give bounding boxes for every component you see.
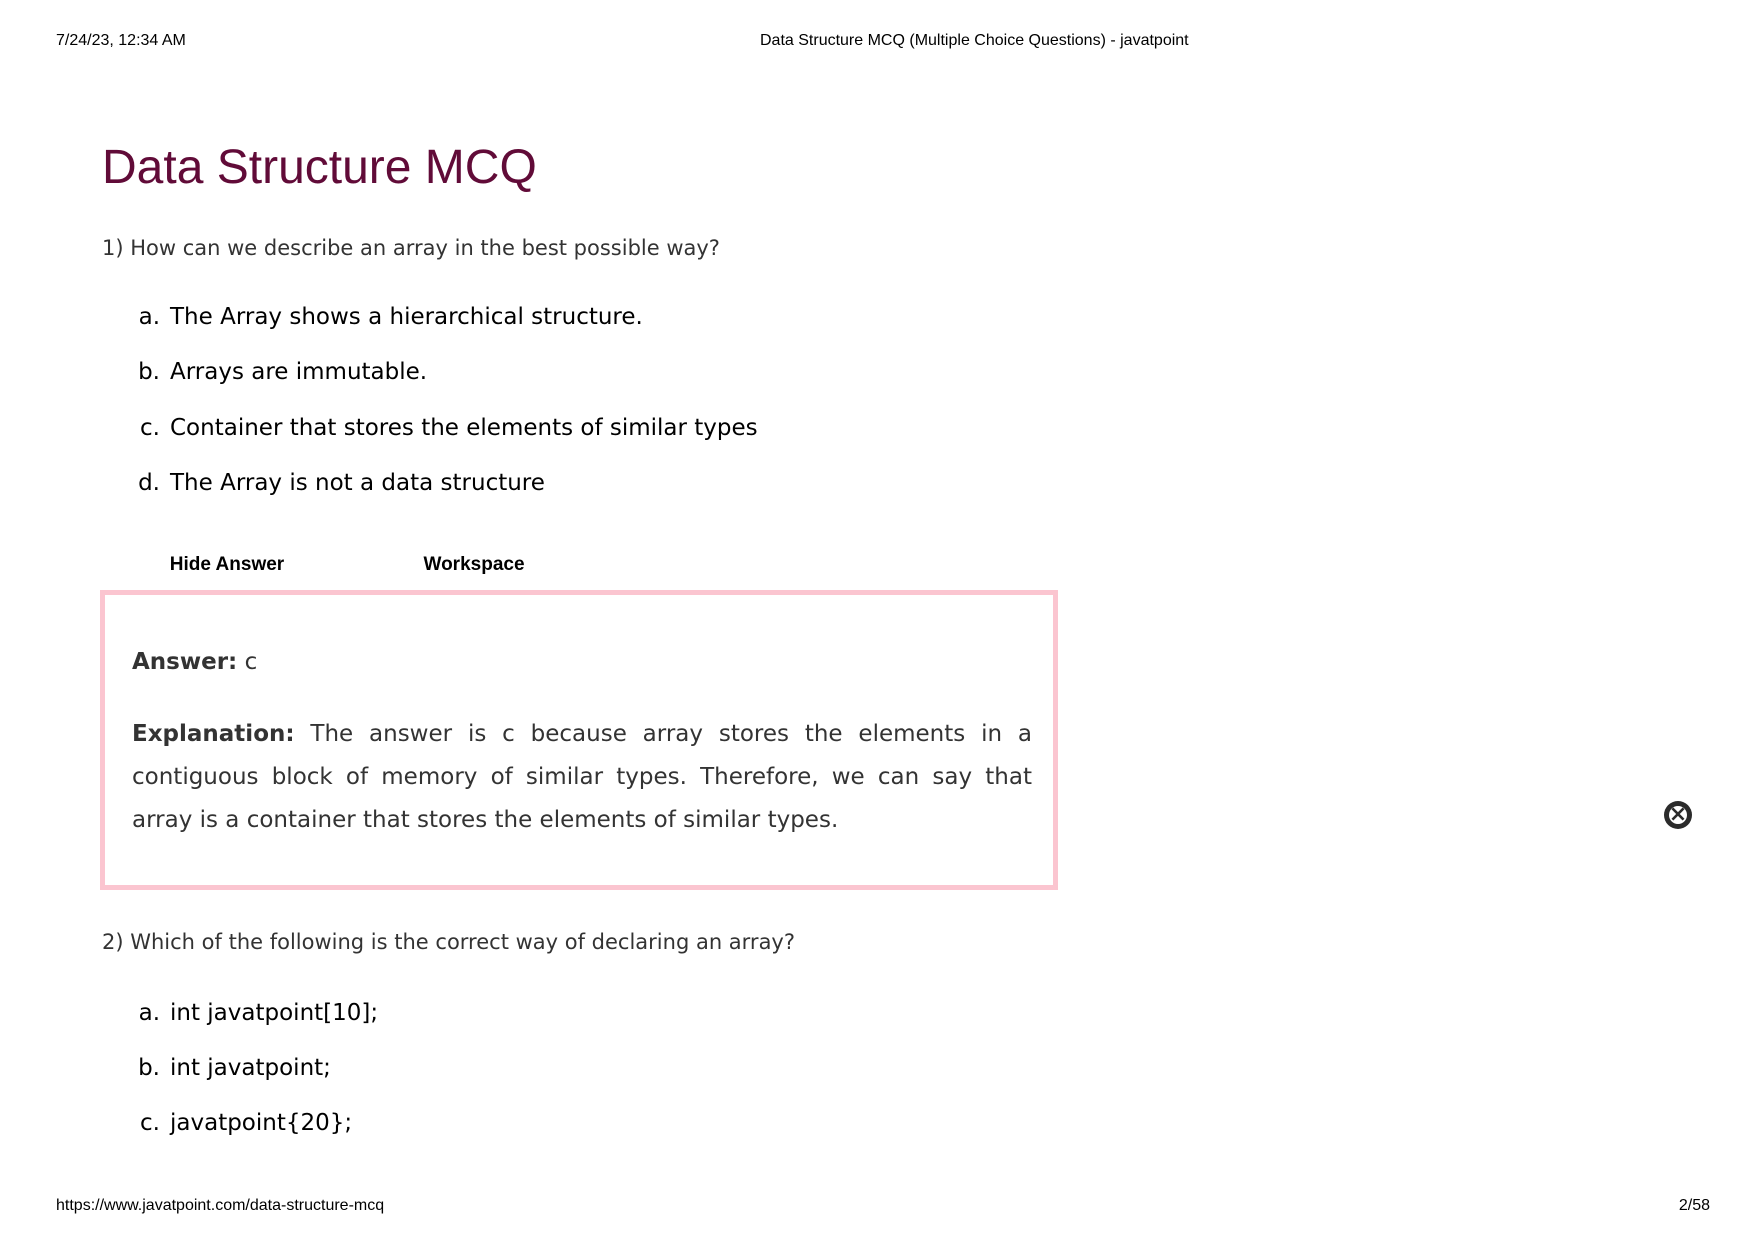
- explanation-text: The answer is c because array stores the elements in a contiguous block of memory of similar types. Therefore, we can say that array is a container that stores the elements of similar types.: [132, 721, 1032, 833]
- answer-value: c: [244, 649, 258, 675]
- print-date: 7/24/23, 12:34 AM: [56, 32, 186, 49]
- option-letter: d.: [138, 470, 160, 496]
- close-icon[interactable]: [1664, 801, 1692, 829]
- option-letter: b.: [138, 359, 160, 385]
- option-text: javatpoint{20};: [170, 1110, 353, 1136]
- answer-panel: [100, 590, 1058, 890]
- option-letter: c.: [140, 1110, 160, 1136]
- hide-answer-button[interactable]: Hide Answer: [169, 554, 285, 575]
- question-2: 2) Which of the following is the correct way of declaring an array?: [102, 930, 796, 954]
- answer-line: [132, 649, 257, 675]
- page-title: Data Structure MCQ: [102, 141, 537, 194]
- option-letter: c.: [140, 415, 160, 441]
- print-url: https://www.javatpoint.com/data-structure-mcq: [56, 1197, 385, 1214]
- print-doc-title: Data Structure MCQ (Multiple Choice Questions) - javatpoint: [760, 32, 1189, 49]
- workspace-button[interactable]: Workspace: [423, 554, 525, 575]
- option-letter: a.: [138, 304, 160, 330]
- question-1: 1) How can we describe an array in the best possible way?: [102, 236, 720, 260]
- answer-label: Answer:: [132, 649, 238, 675]
- explanation: [132, 713, 1032, 842]
- option-letter: b.: [138, 1055, 160, 1081]
- option-text: Container that stores the elements of similar types: [170, 415, 758, 441]
- page-number: 2/58: [1678, 1197, 1710, 1214]
- option-text: int javatpoint[10];: [170, 1000, 379, 1026]
- option-letter: a.: [138, 1000, 160, 1026]
- option-text: int javatpoint;: [170, 1055, 331, 1081]
- explanation-label: Explanation:: [132, 721, 295, 747]
- option-text: The Array is not a data structure: [170, 470, 545, 496]
- option-text: The Array shows a hierarchical structure.: [170, 304, 643, 330]
- option-text: Arrays are immutable.: [170, 359, 428, 385]
